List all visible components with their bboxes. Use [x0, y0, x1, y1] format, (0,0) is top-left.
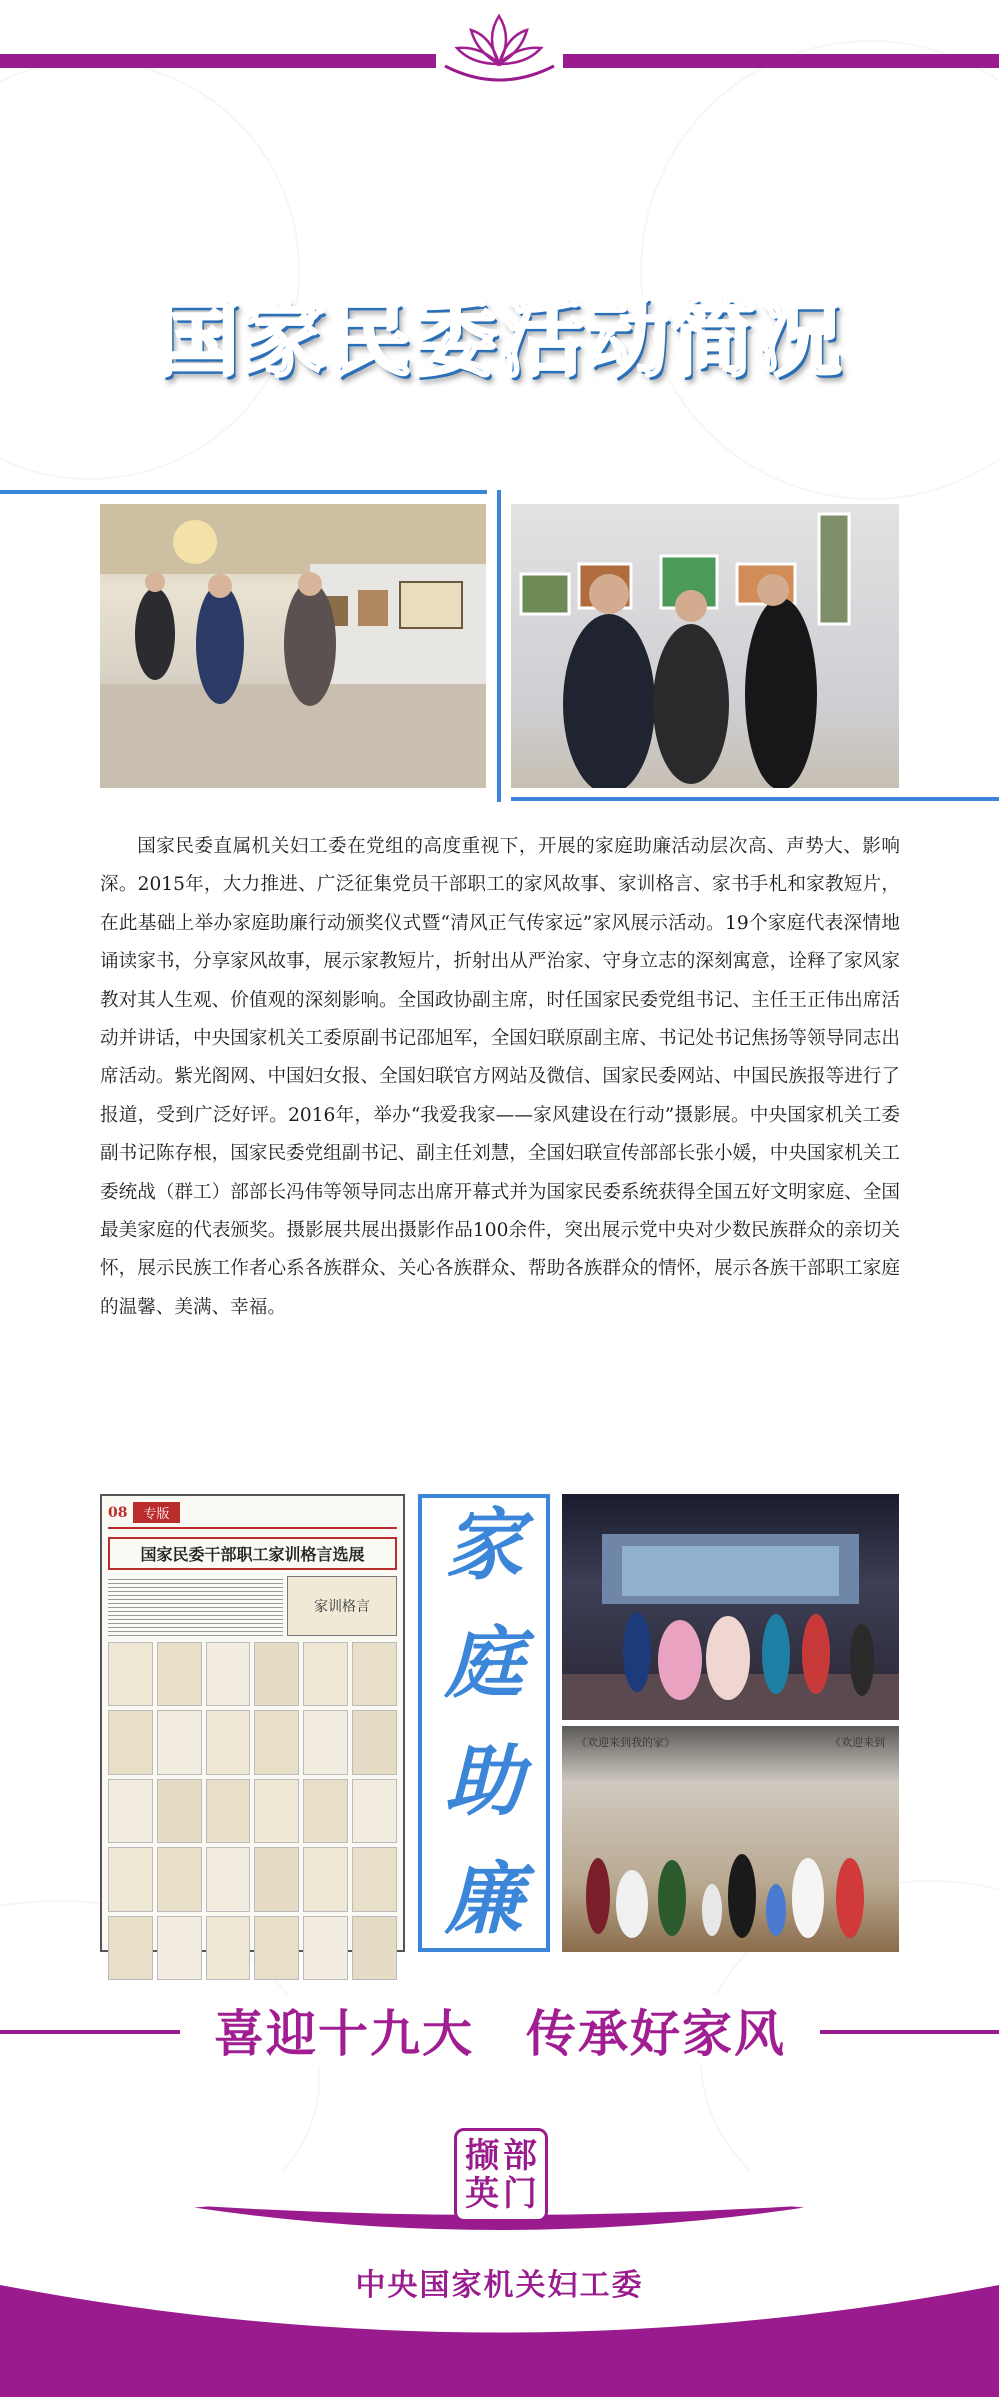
slogan-line-right	[820, 2030, 999, 2034]
lotus-icon	[441, 8, 558, 90]
seal-char: 部	[503, 2136, 537, 2176]
panel-char: 家	[444, 1500, 523, 1591]
slogan-right: 传承好家风	[520, 1994, 792, 2066]
seal-char: 门	[503, 2174, 537, 2214]
seal-char: 英	[465, 2174, 499, 2214]
newspaper-page-number: 08	[108, 1504, 128, 1521]
seal-stamp	[454, 2128, 548, 2222]
slogan-left: 喜迎十九大	[208, 1994, 480, 2066]
slogan-line-left	[0, 2030, 180, 2034]
page-title: 国家民委活动简况	[155, 290, 844, 388]
exhibition-photo	[100, 504, 486, 788]
frame-line	[497, 490, 501, 802]
exhibition-photo	[511, 504, 899, 788]
frame-line	[511, 797, 999, 801]
newspaper-headline: 国家民委干部职工家训格言选展	[108, 1537, 397, 1570]
panel-char: 廉	[444, 1854, 523, 1945]
stage-banner-text: 《欢迎来到我的家》	[576, 1736, 675, 1749]
stage-photo	[562, 1494, 899, 1720]
stage-photo	[562, 1726, 899, 1952]
newspaper-section: 专版	[133, 1502, 179, 1523]
header-band-left	[0, 54, 436, 68]
calligraphy-grid	[108, 1642, 397, 1980]
article-body: 国家民委直属机关妇工委在党组的高度重视下，开展的家庭助廉活动层次高、声势大、影响深。2015年，大力推进、广泛征集党员干部职工的家风故事、家训格言、家书手札和家教短片，在此基础上举办家庭助廉行动颁奖仪式暨“清风正气传家远”家风展示活动。19个家庭代表深情地诵读家书，分享家风故事，展示家教短片，折射出从严治家、守身立志的深刻寓意，诠释了家风家教对其人生观、价值观的深刻影响。全国政协副主席，时任国家民委党组书记、主任王正伟出席活动并讲话，中央国家机关工委原副书记邵旭军，全国妇联原副主席、书记处书记焦扬等领导同志出席活动。紫光阁网、中国妇女报、全国妇联官方网站及微信、国家民委网站、中国民族报等进行了报道，受到广泛好评。2016年，举办“我爱我家——家风建设在行动”摄影展。中央国家机关工委副书记陈存根，国家民委党组副书记、副主任刘慧，全国妇联宣传部部长张小媛，中央国家机关工委统战（群工）部部长冯伟等领导同志出席开幕式并为国家民委系统获得全国五好文明家庭、全国最美家庭的代表颁奖。摄影展共展出摄影作品100余件，突出展示党中央对少数民族群众的亲切关怀，展示民族工作者心系各族群众、关心各族群众、帮助各族群众的情怀，展示各族干部职工家庭的温馨、美满、幸福。	[100, 836, 900, 1318]
bg-swirl	[0, 60, 300, 480]
header-band-right	[563, 54, 999, 68]
stage-banner-text: 《欢迎来到	[830, 1736, 885, 1749]
newspaper-inset-text: 家训格言	[314, 1599, 370, 1615]
organization-name: 中央国家机关妇工委	[355, 2268, 644, 2303]
bg-swirl	[640, 40, 999, 500]
slogan	[158, 1990, 842, 2070]
seal-char: 撷	[465, 2136, 499, 2176]
newspaper-clipping	[100, 1494, 405, 1952]
family-integrity-panel	[418, 1494, 550, 1952]
frame-line	[0, 490, 487, 494]
newspaper-text-block	[108, 1576, 283, 1636]
panel-char: 助	[444, 1736, 523, 1827]
panel-char: 庭	[444, 1618, 523, 1709]
newspaper-inset-box	[287, 1576, 397, 1636]
